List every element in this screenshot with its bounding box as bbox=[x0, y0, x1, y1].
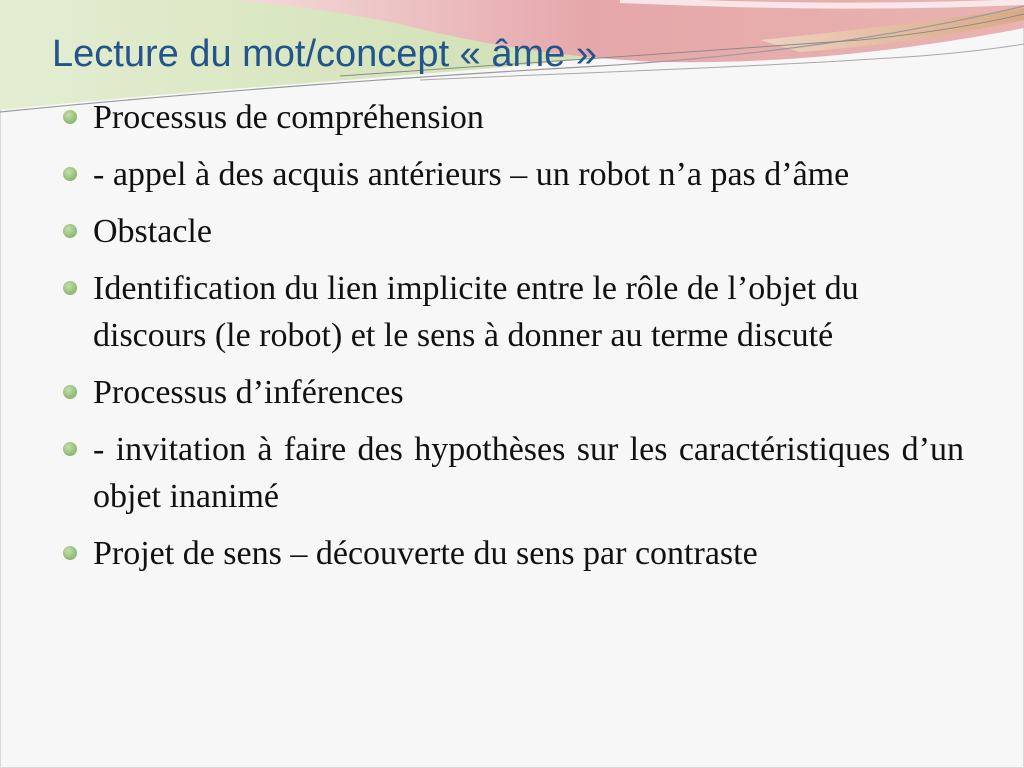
bullet-dot-icon bbox=[63, 224, 77, 238]
bullet-text: Identification du lien implicite entre le rôle de l’objet du discours (le robot) et le sens à donner au terme discuté bbox=[93, 270, 859, 354]
bullet-item bbox=[60, 208, 964, 255]
bullet-text: - appel à des acquis antérieurs – un robot n’a pas d’âme bbox=[93, 156, 850, 193]
bullet-dot-icon bbox=[63, 110, 77, 124]
bullet-text: Obstacle bbox=[93, 213, 212, 250]
bullet-text: - invitation à faire des hypothèses sur les caractéristiques d’un objet inanimé bbox=[93, 431, 964, 515]
bullet-text: Processus d’inférences bbox=[93, 374, 404, 411]
bullet-dot-icon bbox=[63, 281, 77, 295]
bullet-list bbox=[60, 94, 964, 587]
bullet-item bbox=[60, 369, 964, 416]
bullet-text: Processus de compréhension bbox=[93, 99, 484, 136]
bullet-item bbox=[60, 426, 964, 520]
bullet-item bbox=[60, 94, 964, 141]
bullet-text: Projet de sens – découverte du sens par contraste bbox=[93, 535, 758, 572]
bullet-item bbox=[60, 265, 964, 359]
slide-title: Lecture du mot/concept « âme » bbox=[52, 33, 597, 75]
bullet-dot-icon bbox=[63, 546, 77, 560]
bullet-dot-icon bbox=[63, 442, 77, 456]
bullet-dot-icon bbox=[63, 385, 77, 399]
bullet-dot-icon bbox=[63, 167, 77, 181]
bullet-item bbox=[60, 530, 964, 577]
bullet-item bbox=[60, 151, 964, 198]
